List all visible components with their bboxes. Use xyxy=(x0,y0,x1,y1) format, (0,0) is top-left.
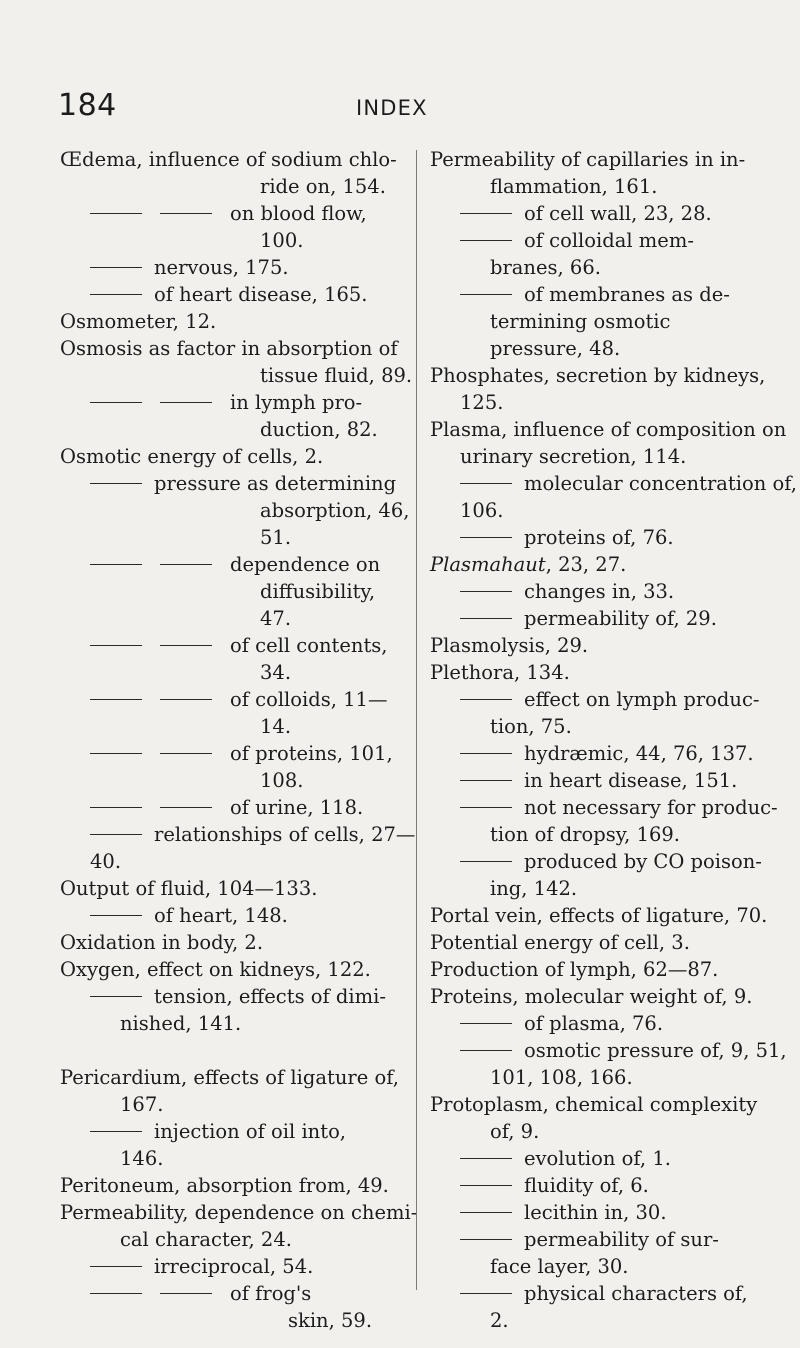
index-entry xyxy=(430,632,782,659)
ditto-dash xyxy=(90,1131,142,1132)
index-entry-line xyxy=(60,389,408,416)
index-entry-continuation xyxy=(60,524,408,551)
index-entry xyxy=(430,200,782,227)
entry-text: 47. xyxy=(260,607,292,630)
index-entry xyxy=(60,1118,408,1172)
index-entry xyxy=(60,1253,408,1280)
ditto-dash xyxy=(90,699,142,700)
index-entry-continuation xyxy=(60,605,408,632)
index-entry xyxy=(60,929,408,956)
entry-spacer xyxy=(60,1037,408,1064)
index-entry xyxy=(430,794,782,848)
entry-text: of heart disease, 165. xyxy=(154,283,368,306)
index-entry-line xyxy=(430,578,782,605)
index-entry-continuation xyxy=(60,578,408,605)
index-entry-line xyxy=(430,1199,782,1226)
entry-text: changes in, 33. xyxy=(524,580,675,603)
index-entry-line xyxy=(430,551,782,578)
index-entry-continuation xyxy=(430,443,782,470)
entry-text: nervous, 175. xyxy=(154,256,289,279)
entry-text: of cell wall, 23, 28. xyxy=(524,202,712,225)
index-entry-continuation xyxy=(60,1091,408,1118)
ditto-dash xyxy=(160,402,212,403)
index-entry xyxy=(60,335,413,389)
ditto-dash xyxy=(90,915,142,916)
ditto-dash xyxy=(90,564,142,565)
index-entry-line xyxy=(430,362,782,389)
ditto-dash xyxy=(90,213,142,214)
index-entry xyxy=(430,1145,782,1172)
index-entry-continuation xyxy=(60,713,408,740)
entry-text: flammation, 161. xyxy=(490,175,658,198)
entry-text: Permeability of capillaries in in- xyxy=(430,148,746,171)
index-entry-line xyxy=(430,470,797,497)
index-entry-continuation xyxy=(60,362,413,389)
entry-text: in heart disease, 151. xyxy=(524,769,738,792)
index-entry-continuation xyxy=(430,497,782,524)
index-entry xyxy=(60,1280,408,1334)
entry-text: effect on lymph produc- xyxy=(524,688,760,711)
index-entry-line xyxy=(430,227,782,254)
entry-text: hydræmic, 44, 76, 137. xyxy=(524,742,754,765)
index-entry-line xyxy=(60,200,408,227)
entry-text: irreciprocal, 54. xyxy=(154,1255,314,1278)
ditto-dash xyxy=(160,807,212,808)
index-entry xyxy=(60,983,408,1037)
index-entry xyxy=(430,1199,782,1226)
index-entry-continuation xyxy=(60,1307,408,1334)
index-entry-line xyxy=(430,281,782,308)
ditto-dash xyxy=(460,807,512,808)
index-entry-line xyxy=(60,929,408,956)
index-entry-continuation xyxy=(430,1118,782,1145)
index-entry-continuation xyxy=(60,1226,408,1253)
entry-text: Œdema, influence of sodium chlo- xyxy=(60,148,397,171)
index-entry-line xyxy=(430,686,782,713)
index-entry-line xyxy=(430,1172,782,1199)
index-entry-continuation xyxy=(60,767,408,794)
entry-text: of, 9. xyxy=(490,1120,540,1143)
ditto-dash xyxy=(460,753,512,754)
index-entry-line xyxy=(60,875,408,902)
index-entry xyxy=(60,902,408,929)
index-entry-line xyxy=(430,200,782,227)
index-entry xyxy=(430,524,782,551)
index-entry xyxy=(430,1172,782,1199)
entry-text: Oxidation in body, 2. xyxy=(60,931,264,954)
index-entry-line xyxy=(430,524,782,551)
index-entry xyxy=(60,956,408,983)
index-entry xyxy=(430,1091,782,1145)
entry-text: 51. xyxy=(260,526,292,549)
index-entry-line xyxy=(60,254,408,281)
index-entry-continuation xyxy=(60,173,408,200)
ditto-dash xyxy=(90,1293,142,1294)
entry-text: of plasma, 76. xyxy=(524,1012,664,1035)
index-entry xyxy=(60,632,408,686)
entry-text: tissue fluid, 89. xyxy=(260,364,413,387)
entry-text: Plethora, 134. xyxy=(430,661,570,684)
ditto-dash xyxy=(460,591,512,592)
ditto-dash xyxy=(460,780,512,781)
index-entry-continuation xyxy=(430,1307,782,1334)
index-entry-continuation xyxy=(430,713,782,740)
entry-text: termining osmotic xyxy=(490,310,671,333)
index-entry xyxy=(430,902,782,929)
entry-text: 106. xyxy=(460,499,504,522)
ditto-dash xyxy=(460,1293,512,1294)
entry-text: osmotic pressure of, 9, 51, xyxy=(524,1039,787,1062)
entry-text: face layer, 30. xyxy=(490,1255,629,1278)
index-entry xyxy=(430,929,782,956)
entry-text: not necessary for produc- xyxy=(524,796,778,819)
ditto-dash xyxy=(460,1239,512,1240)
entry-text: Oxygen, effect on kidneys, 122. xyxy=(60,958,371,981)
entry-text: 40. xyxy=(90,850,122,873)
index-entry xyxy=(430,767,782,794)
italic-term: Plasmahaut xyxy=(430,553,546,576)
index-entry xyxy=(430,416,787,470)
entry-text: 125. xyxy=(460,391,504,414)
entry-text: tion of dropsy, 169. xyxy=(490,823,681,846)
index-entry xyxy=(430,1010,782,1037)
index-entry xyxy=(60,1172,408,1199)
index-entry xyxy=(430,281,782,362)
index-entry-continuation xyxy=(430,308,782,335)
ditto-dash xyxy=(460,213,512,214)
index-entry-line xyxy=(60,470,408,497)
index-entry xyxy=(60,794,408,821)
ditto-dash xyxy=(160,699,212,700)
index-entry-continuation xyxy=(430,173,782,200)
ditto-dash xyxy=(460,1050,512,1051)
entry-text: Plasma, influence of composition on xyxy=(430,418,787,441)
entry-text: 34. xyxy=(260,661,292,684)
ditto-dash xyxy=(90,402,142,403)
entry-text: fluidity of, 6. xyxy=(524,1174,649,1197)
entry-text: relationships of cells, 27— xyxy=(154,823,416,846)
entry-text: permeability of sur- xyxy=(524,1228,719,1251)
entry-text: permeability of, 29. xyxy=(524,607,717,630)
entry-text: ride on, 154. xyxy=(260,175,386,198)
index-entry xyxy=(60,389,408,443)
index-entry xyxy=(60,308,408,335)
index-entry-line xyxy=(430,929,782,956)
ditto-dash xyxy=(460,240,512,241)
index-entry-line xyxy=(60,740,408,767)
index-entry-continuation xyxy=(60,1010,408,1037)
index-entry-line xyxy=(430,605,782,632)
index-entry-line xyxy=(430,1226,782,1253)
entry-text: 167. xyxy=(120,1093,164,1116)
entry-text: tion, 75. xyxy=(490,715,572,738)
entry-text: 146. xyxy=(120,1147,164,1170)
index-entry-line xyxy=(60,146,408,173)
running-head: INDEX xyxy=(356,96,428,120)
index-entry-continuation xyxy=(430,1253,782,1280)
index-entry-continuation xyxy=(430,1064,782,1091)
entry-text: Osmotic energy of cells, 2. xyxy=(60,445,324,468)
index-entry xyxy=(430,227,782,281)
index-entry-line xyxy=(430,983,782,1010)
index-entry xyxy=(60,146,408,200)
index-entry-continuation xyxy=(430,254,782,281)
entry-text: nished, 141. xyxy=(120,1012,242,1035)
entry-text: Pericardium, effects of ligature of, xyxy=(60,1066,399,1089)
index-entry xyxy=(430,146,782,200)
index-entry-line xyxy=(60,335,408,362)
index-entry-continuation xyxy=(430,335,782,362)
index-entry xyxy=(60,740,408,794)
index-entry-line xyxy=(60,1064,408,1091)
entry-text: Peritoneum, absorption from, 49. xyxy=(60,1174,389,1197)
index-entry xyxy=(430,659,782,686)
index-entry xyxy=(60,821,416,875)
entry-text: diffusibility, xyxy=(260,580,376,603)
index-entry-line xyxy=(60,794,408,821)
entry-text: of urine, 118. xyxy=(230,796,364,819)
index-entry-line xyxy=(60,1199,418,1226)
entry-text: of membranes as de- xyxy=(524,283,730,306)
entry-text: evolution of, 1. xyxy=(524,1147,671,1170)
index-entry-continuation xyxy=(60,659,408,686)
index-entry-continuation xyxy=(60,227,408,254)
index-entry-line xyxy=(430,902,782,929)
index-entry-continuation xyxy=(60,416,408,443)
entry-text: of proteins, 101, xyxy=(230,742,393,765)
index-entry-line xyxy=(430,767,782,794)
ditto-dash xyxy=(160,213,212,214)
index-entry-line xyxy=(430,416,787,443)
index-entry-line xyxy=(60,632,408,659)
index-entry-line xyxy=(60,1253,408,1280)
index-entry xyxy=(60,281,408,308)
entry-text: Potential energy of cell, 3. xyxy=(430,931,690,954)
entry-text: 101, 108, 166. xyxy=(490,1066,633,1089)
index-entry xyxy=(60,443,408,470)
entry-text: Permeability, dependence on chemi- xyxy=(60,1201,418,1224)
ditto-dash xyxy=(90,645,142,646)
index-entry xyxy=(430,470,797,524)
entry-text: Plasmolysis, 29. xyxy=(430,634,589,657)
index-entry xyxy=(430,956,782,983)
entry-text: of colloidal mem- xyxy=(524,229,694,252)
entry-text: Protoplasm, chemical complexity xyxy=(430,1093,758,1116)
ditto-dash xyxy=(460,483,512,484)
index-entry-line xyxy=(60,1172,408,1199)
column-divider xyxy=(416,150,417,1290)
entry-text: absorption, 46, xyxy=(260,499,410,522)
index-entry-line xyxy=(60,686,408,713)
index-entry xyxy=(60,1064,408,1118)
index-entry xyxy=(60,1199,418,1253)
entry-text: Osmometer, 12. xyxy=(60,310,217,333)
entry-text: injection of oil into, xyxy=(154,1120,347,1143)
ditto-dash xyxy=(160,564,212,565)
ditto-dash xyxy=(460,1212,512,1213)
index-entry-line xyxy=(60,308,408,335)
entry-text: pressure, 48. xyxy=(490,337,621,360)
entry-text: Osmosis as factor in absorption of xyxy=(60,337,398,360)
entry-text: , 23, 27. xyxy=(545,553,627,576)
entry-text: 2. xyxy=(490,1309,509,1332)
index-column-left xyxy=(60,146,418,1334)
entry-text: skin, 59. xyxy=(288,1309,373,1332)
index-entry-line xyxy=(430,1091,782,1118)
entry-text: branes, 66. xyxy=(490,256,601,279)
index-entry-line xyxy=(60,443,408,470)
ditto-dash xyxy=(90,834,142,835)
ditto-dash xyxy=(460,699,512,700)
index-entry-line xyxy=(60,1280,408,1307)
index-column-right xyxy=(430,146,797,1334)
page-number: 184 xyxy=(58,88,117,123)
index-entry-line xyxy=(430,740,782,767)
entry-text: Production of lymph, 62—87. xyxy=(430,958,719,981)
entry-text: of heart, 148. xyxy=(154,904,288,927)
entry-text: on blood flow, xyxy=(230,202,367,225)
index-entry-line xyxy=(60,1118,408,1145)
index-entry xyxy=(430,983,782,1010)
entry-text: Proteins, molecular weight of, 9. xyxy=(430,985,753,1008)
ditto-dash xyxy=(460,861,512,862)
index-entry xyxy=(60,551,408,632)
index-entry xyxy=(60,200,408,254)
entry-text: duction, 82. xyxy=(260,418,378,441)
entry-text: cal character, 24. xyxy=(120,1228,292,1251)
index-entry xyxy=(430,362,782,416)
index-entry-line xyxy=(430,1145,782,1172)
index-entry xyxy=(60,686,408,740)
ditto-dash xyxy=(460,1023,512,1024)
entry-text: pressure as determining xyxy=(154,472,397,495)
entry-text: urinary secretion, 114. xyxy=(460,445,687,468)
entry-text: Phosphates, secretion by kidneys, xyxy=(430,364,766,387)
index-entry-line xyxy=(60,821,416,848)
index-entry-continuation xyxy=(430,821,782,848)
ditto-dash xyxy=(460,537,512,538)
index-entry-line xyxy=(430,146,782,173)
index-entry-line xyxy=(60,983,408,1010)
ditto-dash xyxy=(460,618,512,619)
index-entry xyxy=(430,578,782,605)
index-entry xyxy=(430,605,782,632)
index-entry xyxy=(430,1037,787,1091)
index-entry-continuation xyxy=(60,497,408,524)
index-entry xyxy=(430,1280,782,1334)
entry-text: dependence on xyxy=(230,553,381,576)
ditto-dash xyxy=(90,267,142,268)
entry-text: of frog's xyxy=(230,1282,312,1305)
entry-text: 108. xyxy=(260,769,304,792)
index-entry xyxy=(60,470,408,551)
index-entry-line xyxy=(430,1280,782,1307)
entry-text: Portal vein, effects of ligature, 70. xyxy=(430,904,768,927)
index-entry-continuation xyxy=(430,875,782,902)
entry-text: lecithin in, 30. xyxy=(524,1201,667,1224)
index-entry-line xyxy=(60,551,408,578)
ditto-dash xyxy=(90,996,142,997)
ditto-dash xyxy=(90,753,142,754)
ditto-dash xyxy=(160,645,212,646)
index-entry xyxy=(430,551,782,578)
ditto-dash xyxy=(460,1158,512,1159)
index-entry-line xyxy=(430,1037,787,1064)
ditto-dash xyxy=(160,753,212,754)
ditto-dash xyxy=(90,1266,142,1267)
ditto-dash xyxy=(90,483,142,484)
ditto-dash xyxy=(90,807,142,808)
ditto-dash xyxy=(160,1293,212,1294)
entry-text: proteins of, 76. xyxy=(524,526,674,549)
entry-text: ing, 142. xyxy=(490,877,578,900)
entry-text: produced by CO poison- xyxy=(524,850,762,873)
index-entry xyxy=(430,740,782,767)
entry-text: physical characters of, xyxy=(524,1282,748,1305)
ditto-dash xyxy=(460,1185,512,1186)
index-entry-line xyxy=(60,902,408,929)
index-entry xyxy=(430,848,782,902)
ditto-dash xyxy=(460,294,512,295)
entry-text: Output of fluid, 104—133. xyxy=(60,877,318,900)
index-entry-line xyxy=(430,848,782,875)
index-entry-line xyxy=(430,794,782,821)
entry-text: 100. xyxy=(260,229,304,252)
index-entry xyxy=(60,875,408,902)
entry-text: of cell contents, xyxy=(230,634,388,657)
index-entry-line xyxy=(60,281,408,308)
index-entry-continuation xyxy=(430,389,782,416)
entry-text: 14. xyxy=(260,715,292,738)
index-entry-line xyxy=(430,956,782,983)
entry-text: molecular concentration of, xyxy=(524,472,797,495)
index-entry xyxy=(430,1226,782,1280)
index-entry-line xyxy=(430,632,782,659)
index-entry xyxy=(430,686,782,740)
index-entry xyxy=(60,254,408,281)
index-entry-line xyxy=(430,1010,782,1037)
index-entry-continuation xyxy=(60,1145,408,1172)
ditto-dash xyxy=(90,294,142,295)
index-entry-line xyxy=(430,659,782,686)
index-entry-line xyxy=(60,956,408,983)
entry-text: of colloids, 11— xyxy=(230,688,388,711)
entry-text: tension, effects of dimi- xyxy=(154,985,386,1008)
index-entry-continuation xyxy=(60,848,408,875)
entry-text: in lymph pro- xyxy=(230,391,363,414)
